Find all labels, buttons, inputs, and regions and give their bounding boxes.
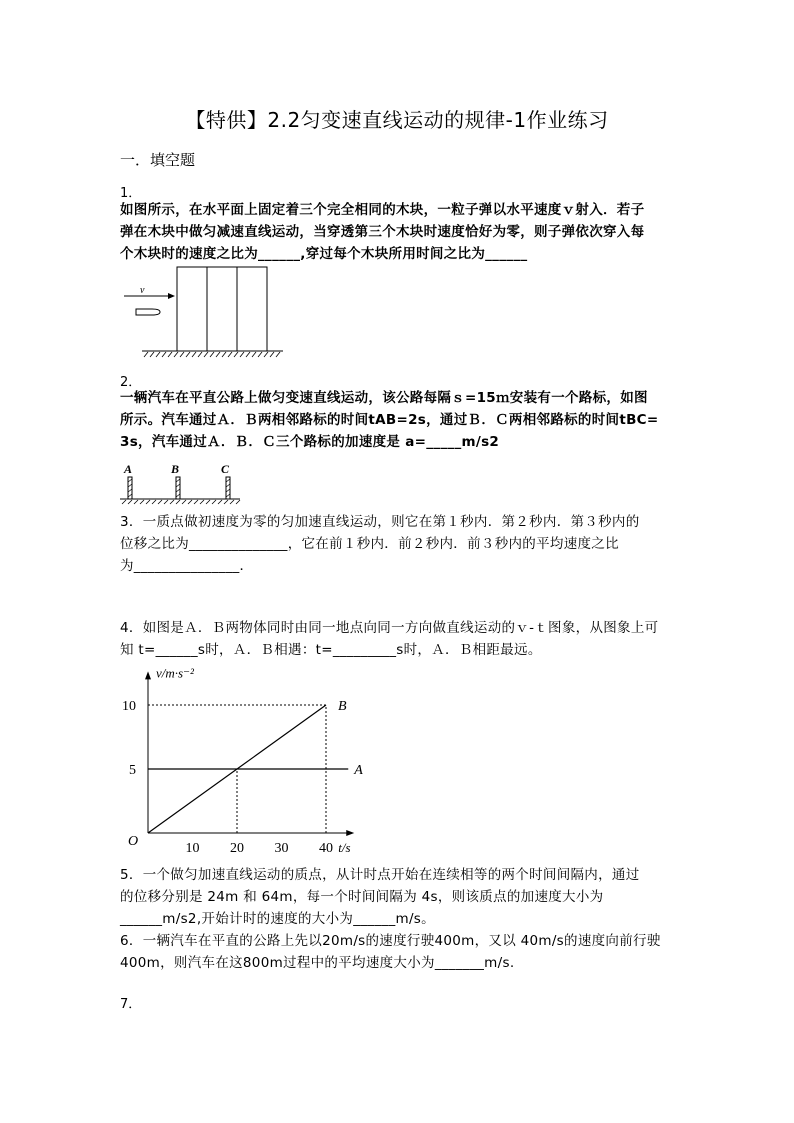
- series-label-b: B: [338, 699, 347, 714]
- velocity-arrow-head: [168, 293, 175, 299]
- y-axis-label: v/m·s⁻²: [156, 665, 194, 681]
- x-tick-label: 20: [230, 841, 244, 856]
- y-tick-label: 10: [122, 699, 136, 714]
- q4-line-2: 知 t=______s时，Ａ．Ｂ相遇：t=_________s时，Ａ．Ｂ相距最远。: [120, 642, 542, 658]
- q5-line-1: 5．一个做匀加速直线运动的质点，从计时点开始在连续相等的两个时间间隔内，通过: [120, 867, 640, 883]
- signpost-hatching: [128, 479, 230, 497]
- x-tick-label: 10: [185, 841, 200, 856]
- x-axis-label: t/s: [338, 840, 351, 855]
- velocity-label: v: [140, 285, 145, 296]
- origin-label: O: [128, 834, 139, 849]
- signpost-label-c: C: [221, 462, 230, 476]
- x-tick-label: 30: [274, 841, 289, 856]
- wood-blocks-outline: [177, 267, 267, 351]
- q1-number: 1．: [120, 186, 142, 201]
- y-tick-label: 5: [129, 763, 136, 778]
- q1-figure-blocks: [118, 264, 288, 358]
- q1-line-3: 个木块时的速度之比为______,穿过每个木块所用时间之比为______: [120, 246, 528, 262]
- q2-number: 2．: [120, 375, 142, 390]
- q2-line-2: 所示。汽车通过Ａ．Ｂ两相邻路标的时间tAB=2s，通过Ｂ．Ｃ两相邻路标的时间tBC=: [120, 412, 659, 428]
- q7-number: 7．: [120, 997, 142, 1012]
- q5-line-2: 的位移分别是 24m 和 64m，每一个时间间隔为 4s，则该质点的加速度大小为: [120, 889, 604, 905]
- x-axis-arrow: [346, 830, 354, 836]
- section-heading: 一．填空题: [120, 151, 196, 169]
- q5-line-3: ______m/s2,开始计时的速度的大小为______m/s。: [120, 911, 435, 927]
- q2-line-3: 3s，汽车通过Ａ．Ｂ．Ｃ三个路标的加速度是 a=_____m/s2: [120, 434, 500, 450]
- bullet-icon: [136, 309, 160, 315]
- signpost-label-a: A: [124, 462, 133, 476]
- signpost-label-b: B: [171, 462, 180, 476]
- q3-line-1: 3．一质点做初速度为零的匀加速直线运动，则它在第１秒内．第２秒内．第３秒内的: [120, 514, 640, 530]
- q3-line-3: 为_______________．: [120, 558, 254, 574]
- q2-figure-signposts: [118, 460, 248, 506]
- q4-line-1: 4．如图是Ａ．Ｂ两物体同时由同一地点向同一方向做直线运动的ｖ-ｔ图象，从图象上可: [120, 620, 659, 636]
- q3-line-2: 位移之比为______________，它在前１秒内．前２秒内．前３秒内的平均速度之比: [120, 536, 619, 552]
- vt-chart: [110, 664, 370, 858]
- q1-line-2: 弹在木块中做匀减速直线运动，当穿透第三个木块时速度恰好为零，则子弹依次穿入每: [120, 224, 645, 240]
- q6-line-1: 6．一辆汽车在平直的公路上先以20m/s的速度行驶400m，又以 40m/s的速度向前行驶: [120, 933, 661, 949]
- series-label-a: A: [354, 763, 363, 778]
- x-tick-label: 40: [319, 841, 333, 856]
- road-hatching: [122, 500, 240, 504]
- ground-hatching: [144, 352, 280, 357]
- q6-line-2: 400m，则汽车在这800m过程中的平均速度大小为_______m/s.: [120, 955, 515, 971]
- q1-line-1: 如图所示，在水平面上固定着三个完全相同的木块，一粒子弹以水平速度ｖ射入．若子: [120, 202, 645, 218]
- q2-line-1: 一辆汽车在平直公路上做匀变速直线运动，该公路每隔ｓ=15ｍ安装有一个路标，如图: [120, 390, 648, 406]
- y-axis-arrow: [145, 671, 151, 679]
- page-title: 【特供】2.2匀变速直线运动的规律-1作业练习: [185, 108, 609, 132]
